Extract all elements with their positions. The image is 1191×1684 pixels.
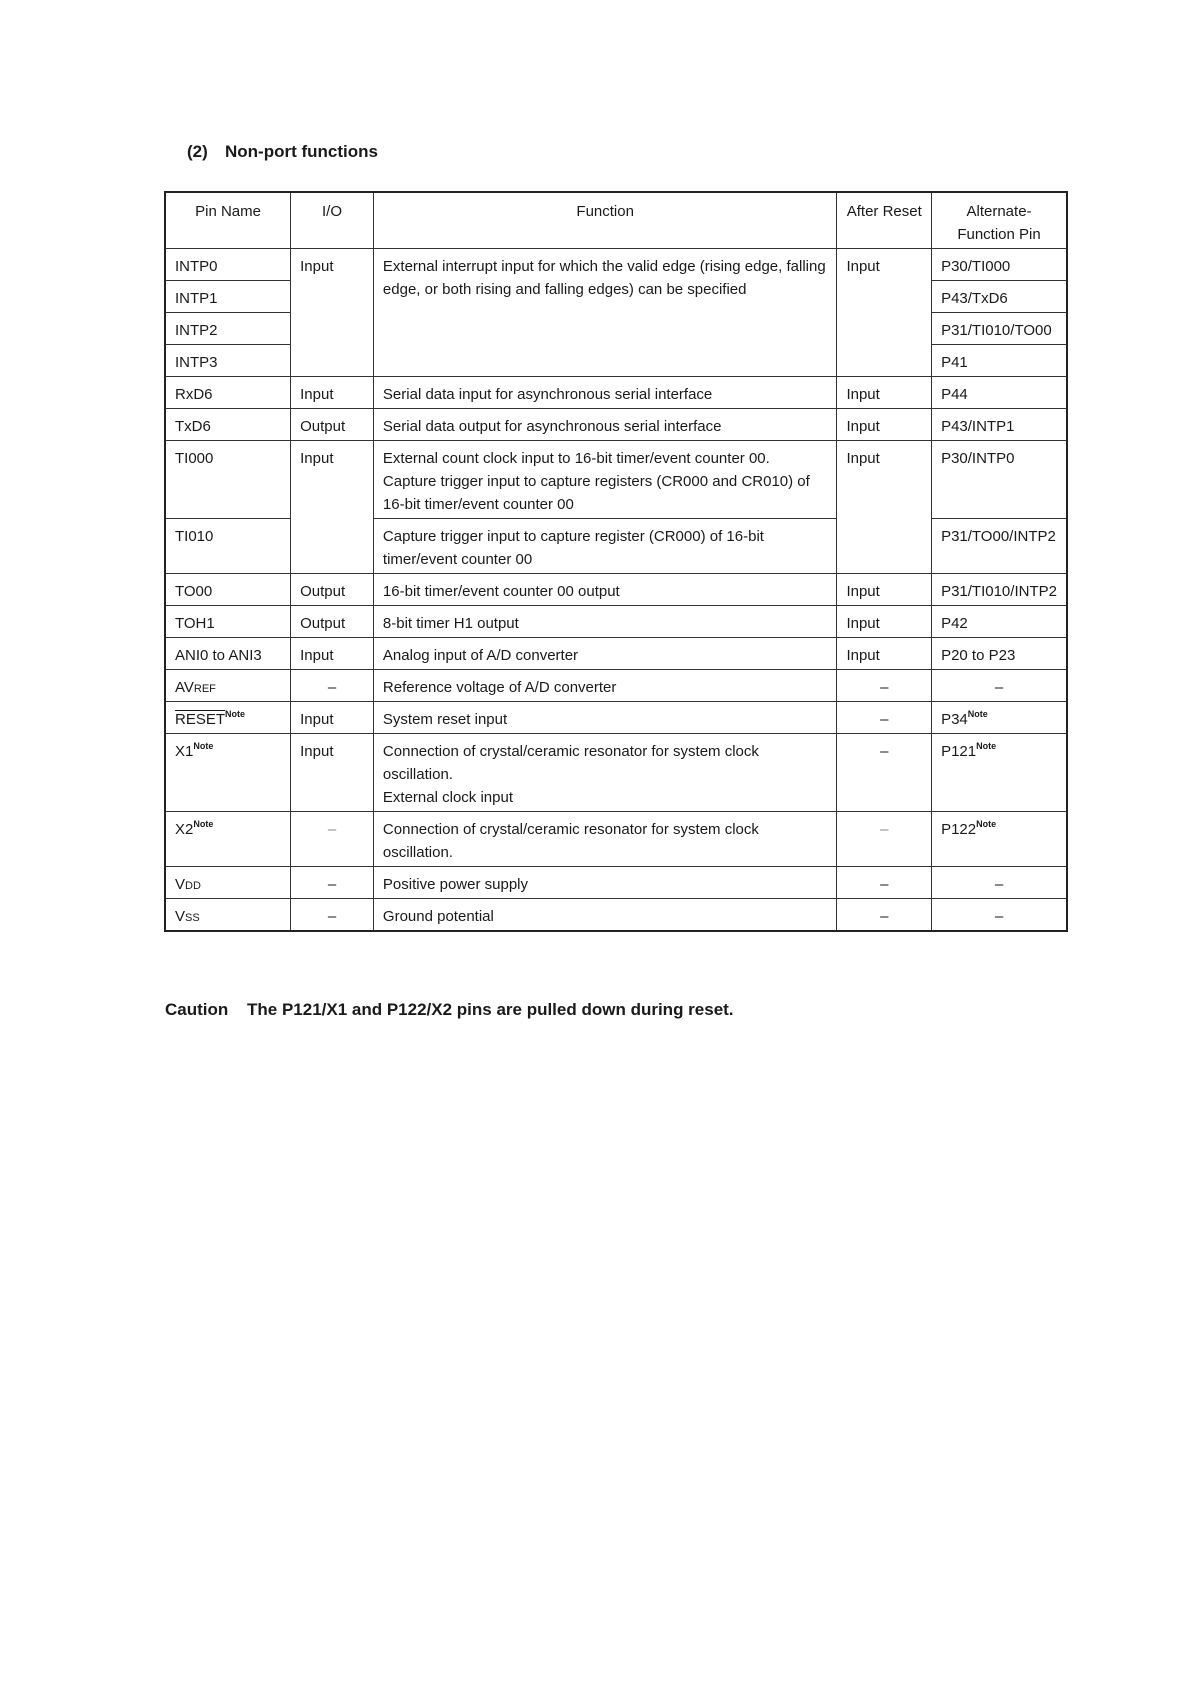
table-row — [165, 408, 1067, 440]
note-marker: Note — [193, 818, 214, 829]
table-row — [165, 440, 1067, 518]
note-marker: Note — [193, 740, 214, 751]
pin-io: – — [291, 898, 374, 931]
pin-alternate: – — [932, 669, 1067, 701]
pin-name-subscript: DD — [185, 879, 201, 892]
pin-io: – — [291, 811, 374, 866]
pin-name-main: V — [175, 907, 186, 925]
pin-function: Positive power supply — [373, 866, 837, 898]
header-after-reset: After Reset — [837, 192, 932, 248]
pin-io: Output — [291, 573, 374, 605]
pin-function: External interrupt input for which the valid edge (rising edge, falling edge, or both rising and falling edges) can be specified — [373, 248, 837, 376]
table-row — [165, 605, 1067, 637]
header-io: I/O — [291, 192, 374, 248]
pin-io: Input — [291, 637, 374, 669]
pin-function: Capture trigger input to capture register (CR000) of 16-bit timer/event counter 00 — [373, 518, 837, 573]
pin-after-reset: – — [837, 898, 932, 931]
pin-io: Input — [291, 376, 374, 408]
note-marker: Note — [225, 708, 246, 719]
pin-name: TxD6 — [165, 408, 291, 440]
pin-alternate-main: P34 — [941, 710, 968, 728]
pin-name — [165, 669, 291, 701]
pin-name: TI000 — [165, 440, 291, 518]
pin-name-subscript: SS — [185, 911, 200, 924]
pin-function: Serial data input for asynchronous serial interface — [373, 376, 837, 408]
note-marker: Note — [976, 818, 997, 829]
pin-name-main: X2 — [175, 820, 194, 838]
pin-name: INTP1 — [165, 280, 291, 312]
table-row — [165, 866, 1067, 898]
header-pin-name: Pin Name — [165, 192, 291, 248]
pin-function: Reference voltage of A/D converter — [373, 669, 837, 701]
table-row — [165, 637, 1067, 669]
pin-function: External count clock input to 16-bit timer/event counter 00. Capture trigger input to capture registers (CR000 and CR010) of 16-bit timer/event counter 00 — [373, 440, 837, 518]
pin-after-reset: Input — [837, 248, 932, 376]
pin-alternate: P43/TxD6 — [932, 280, 1067, 312]
pin-alternate-main: P122 — [941, 820, 977, 838]
pin-function: Ground potential — [373, 898, 837, 931]
table-row — [165, 811, 1067, 866]
table-row — [165, 573, 1067, 605]
pin-alternate: P42 — [932, 605, 1067, 637]
pin-name-main: RESET — [175, 710, 226, 728]
table-row — [165, 376, 1067, 408]
pin-io: – — [291, 866, 374, 898]
pin-io: Input — [291, 248, 374, 376]
pin-after-reset: Input — [837, 440, 932, 573]
pin-function: 8-bit timer H1 output — [373, 605, 837, 637]
non-port-functions-table — [164, 191, 1068, 932]
pin-name: INTP3 — [165, 344, 291, 376]
pin-name-main: AV — [175, 678, 194, 696]
pin-name: ANI0 to ANI3 — [165, 637, 291, 669]
table-row — [165, 669, 1067, 701]
pin-after-reset: Input — [837, 605, 932, 637]
pin-alternate — [932, 701, 1067, 733]
pin-function: 16-bit timer/event counter 00 output — [373, 573, 837, 605]
pin-alternate: P44 — [932, 376, 1067, 408]
pin-alternate-main: P121 — [941, 742, 977, 760]
pin-io: – — [291, 669, 374, 701]
pin-alternate: P43/INTP1 — [932, 408, 1067, 440]
pin-alternate: P30/INTP0 — [932, 440, 1067, 518]
pin-name: RxD6 — [165, 376, 291, 408]
pin-alternate: P41 — [932, 344, 1067, 376]
pin-function: Analog input of A/D converter — [373, 637, 837, 669]
caution-note — [165, 1000, 734, 1020]
section-title: Non-port functions — [225, 142, 378, 161]
pin-function: Serial data output for asynchronous serial interface — [373, 408, 837, 440]
pin-name — [165, 898, 291, 931]
pin-name-main: X1 — [175, 742, 194, 760]
pin-io: Input — [291, 733, 374, 811]
pin-name: TI010 — [165, 518, 291, 573]
caution-text: The P121/X1 and P122/X2 pins are pulled down during reset. — [247, 1000, 734, 1019]
pin-after-reset: Input — [837, 408, 932, 440]
table-row — [165, 248, 1067, 280]
pin-io: Input — [291, 440, 374, 573]
pin-after-reset: Input — [837, 637, 932, 669]
pin-name — [165, 701, 291, 733]
section-heading — [187, 142, 378, 162]
pin-alternate: – — [932, 866, 1067, 898]
pin-after-reset: – — [837, 811, 932, 866]
pin-alternate: P31/TI010/TO00 — [932, 312, 1067, 344]
pin-io: Output — [291, 408, 374, 440]
pin-alternate — [932, 811, 1067, 866]
pin-name — [165, 733, 291, 811]
pin-name — [165, 811, 291, 866]
table-row — [165, 701, 1067, 733]
pin-name — [165, 866, 291, 898]
pin-name-subscript: REF — [193, 682, 216, 695]
table-row — [165, 898, 1067, 931]
pin-io: Output — [291, 605, 374, 637]
caution-label: Caution — [165, 1000, 229, 1019]
section-number: (2) — [187, 142, 208, 161]
note-marker: Note — [976, 740, 997, 751]
header-function: Function — [373, 192, 837, 248]
pin-function: System reset input — [373, 701, 837, 733]
pin-alternate: P31/TI010/INTP2 — [932, 573, 1067, 605]
pin-function: Connection of crystal/ceramic resonator for system clock oscillation. — [373, 811, 837, 866]
pin-alternate: – — [932, 898, 1067, 931]
pin-name: INTP0 — [165, 248, 291, 280]
pin-name: INTP2 — [165, 312, 291, 344]
pin-name: TO00 — [165, 573, 291, 605]
pin-name-main: V — [175, 875, 186, 893]
pin-after-reset: – — [837, 701, 932, 733]
pin-after-reset: Input — [837, 376, 932, 408]
pin-function: Connection of crystal/ceramic resonator for system clock oscillation. External clock input — [373, 733, 837, 811]
pin-name: TOH1 — [165, 605, 291, 637]
pin-after-reset: – — [837, 733, 932, 811]
pin-alternate — [932, 733, 1067, 811]
pin-alternate: P20 to P23 — [932, 637, 1067, 669]
pin-after-reset: – — [837, 669, 932, 701]
table-row — [165, 733, 1067, 811]
note-marker: Note — [967, 708, 988, 719]
pin-after-reset: – — [837, 866, 932, 898]
pin-after-reset: Input — [837, 573, 932, 605]
header-alternate-function-pin: Alternate- Function Pin — [932, 192, 1067, 248]
pin-alternate: P30/TI000 — [932, 248, 1067, 280]
pin-alternate: P31/TO00/INTP2 — [932, 518, 1067, 573]
pin-io: Input — [291, 701, 374, 733]
table-header-row — [165, 192, 1067, 248]
